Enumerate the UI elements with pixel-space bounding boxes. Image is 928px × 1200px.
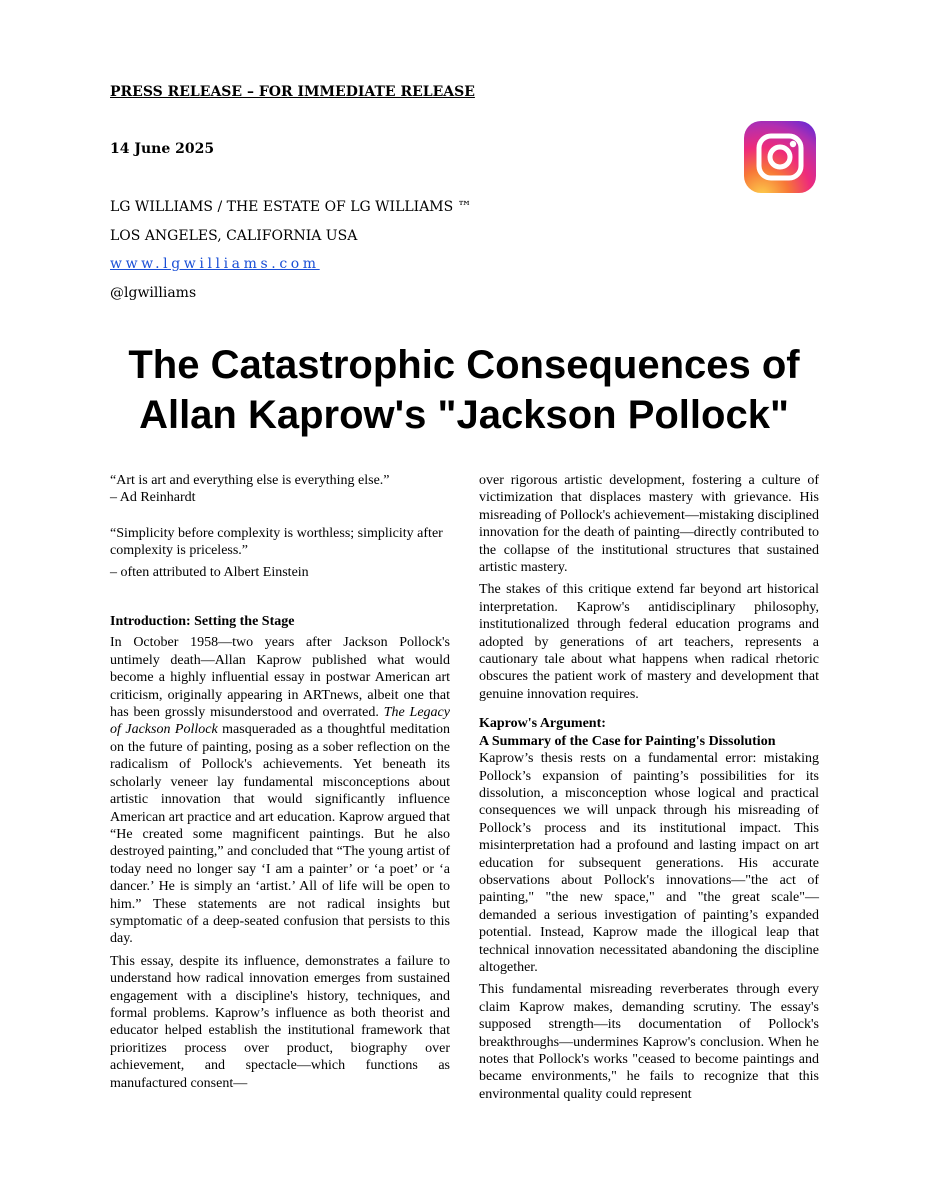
quote-author: – often attributed to Albert Einstein <box>110 564 309 580</box>
quote-text: “Art is art and everything else is everything else.” <box>110 473 390 488</box>
title-line-2: Allan Kaprow's "Jackson Pollock" <box>139 393 789 437</box>
essay-title: The Legacy of Jackson Pollock <box>110 705 450 738</box>
intro-paragraph-2: This essay, despite its influence, demonstrates a failure to understand how radical innovation emerges from sustained engagement with a discipline's history, techniques, and formal problems. Kaprow’s influence as both theorist and educator helped establish the institutional framework that prioritizes process over product, biography over achievement, and spectacle—which functions as manufactured consent— <box>110 953 450 1091</box>
intro-paragraph-1 <box>110 634 450 947</box>
social-handle: @lgwilliams <box>110 285 197 301</box>
quote-author: – Ad Reinhardt <box>110 490 196 506</box>
left-column <box>110 472 450 1097</box>
press-release-label: PRESS RELEASE – FOR IMMEDIATE RELEASE <box>110 84 475 100</box>
organization-name: LG WILLIAMS / THE ESTATE OF LG WILLIAMS ™ <box>110 199 472 215</box>
intro-paragraph-2-cont: over rigorous artistic development, fostering a culture of victimization that displaces mastery with grievance. His misreading of Pollock's achievement—mistaking disciplined innovation for the death of painting—directly contributed to the collapse of the institutional structures that sustained artistic mastery. <box>479 473 820 576</box>
section-heading: Introduction: Setting the Stage <box>110 614 295 630</box>
paragraph-text: In October 1958—two years after Jackson Pollock's untimely death—Allan Kaprow published what would become a highly influential essay in postwar American art criticism, originally appearing in ARTnews, albeit one that has been grossly misunderstood and overrated. <box>110 635 450 721</box>
quote-reinhardt <box>110 472 450 507</box>
right-column <box>479 472 819 1108</box>
quote-einstein <box>110 525 450 581</box>
intro-paragraph-3: The stakes of this critique extend far beyond art historical interpretation. Kaprow's antidisciplinary philosophy, institutionalized through federal education programs and adopted by generations of art teachers, represents a cautionary tale about what happens when radical rhetoric obscures the patient work of mastery and development that genuine innovation requires. <box>479 582 819 702</box>
section-heading: Kaprow's Argument: <box>479 716 606 732</box>
paragraph-text: masqueraded as a thoughtful meditation on the future of painting, posing as a sober reflection on the radicalism of Pollock's achievements. Yet beneath its scholarly veneer lay fundamental misconceptions about artistic innovation that would significantly influence American art practice and art education. Kaprow argued that “He created some magnificent paintings. But he also destroyed painting,” and concluded that “The young artist of today need no longer say ‘I am a painter’ or ‘a poet’ or ‘a dancer.’ He is simply an ‘artist.’ All of life will be open to him.” These statements are not radical insights but symptomatic of a deep-seated confusion that persists to this day. <box>110 722 450 947</box>
instagram-icon[interactable] <box>744 121 816 193</box>
argument-paragraph-2: This fundamental misreading reverberates through every claim Kaprow makes, demanding scrutiny. The essay's supposed strength—its documentation of Pollock's breakthroughs—undermines Kaprow's conclusion. When he notes that Pollock's works "ceased to become paintings and became environments," he fails to recognize that this environmental quality could represent <box>479 982 819 1102</box>
argument-paragraph-1: Kaprow’s thesis rests on a fundamental error: mistaking Pollock’s expansion of painting’s possibilities for its dissolution, a misconception whose logical and practical consequences we will unpack through his misreading of Pollock’s process and its institutional impact. This misinterpretation had a profound and lasting impact on art education for subsequent generations. His accurate observations about Pollock's innovations—"the act of painting," "the new space," and "the great scale"—demanded a serious investigation of painting’s expanded potential. Instead, Kaprow made the illogical leap that technical innovation necessitated abandoning the discipline altogether. <box>479 751 819 975</box>
location-label: LOS ANGELES, CALIFORNIA USA <box>110 228 358 244</box>
section-subheading: A Summary of the Case for Painting's Dissolution <box>479 733 776 749</box>
release-date: 14 June 2025 <box>110 141 215 157</box>
page-title <box>0 340 928 440</box>
title-line-1: The Catastrophic Consequences of <box>128 343 800 387</box>
website-link[interactable]: www.lgwilliams.com <box>110 256 320 272</box>
quote-text: “Simplicity before complexity is worthless; simplicity after complexity is priceless.” <box>110 525 443 559</box>
